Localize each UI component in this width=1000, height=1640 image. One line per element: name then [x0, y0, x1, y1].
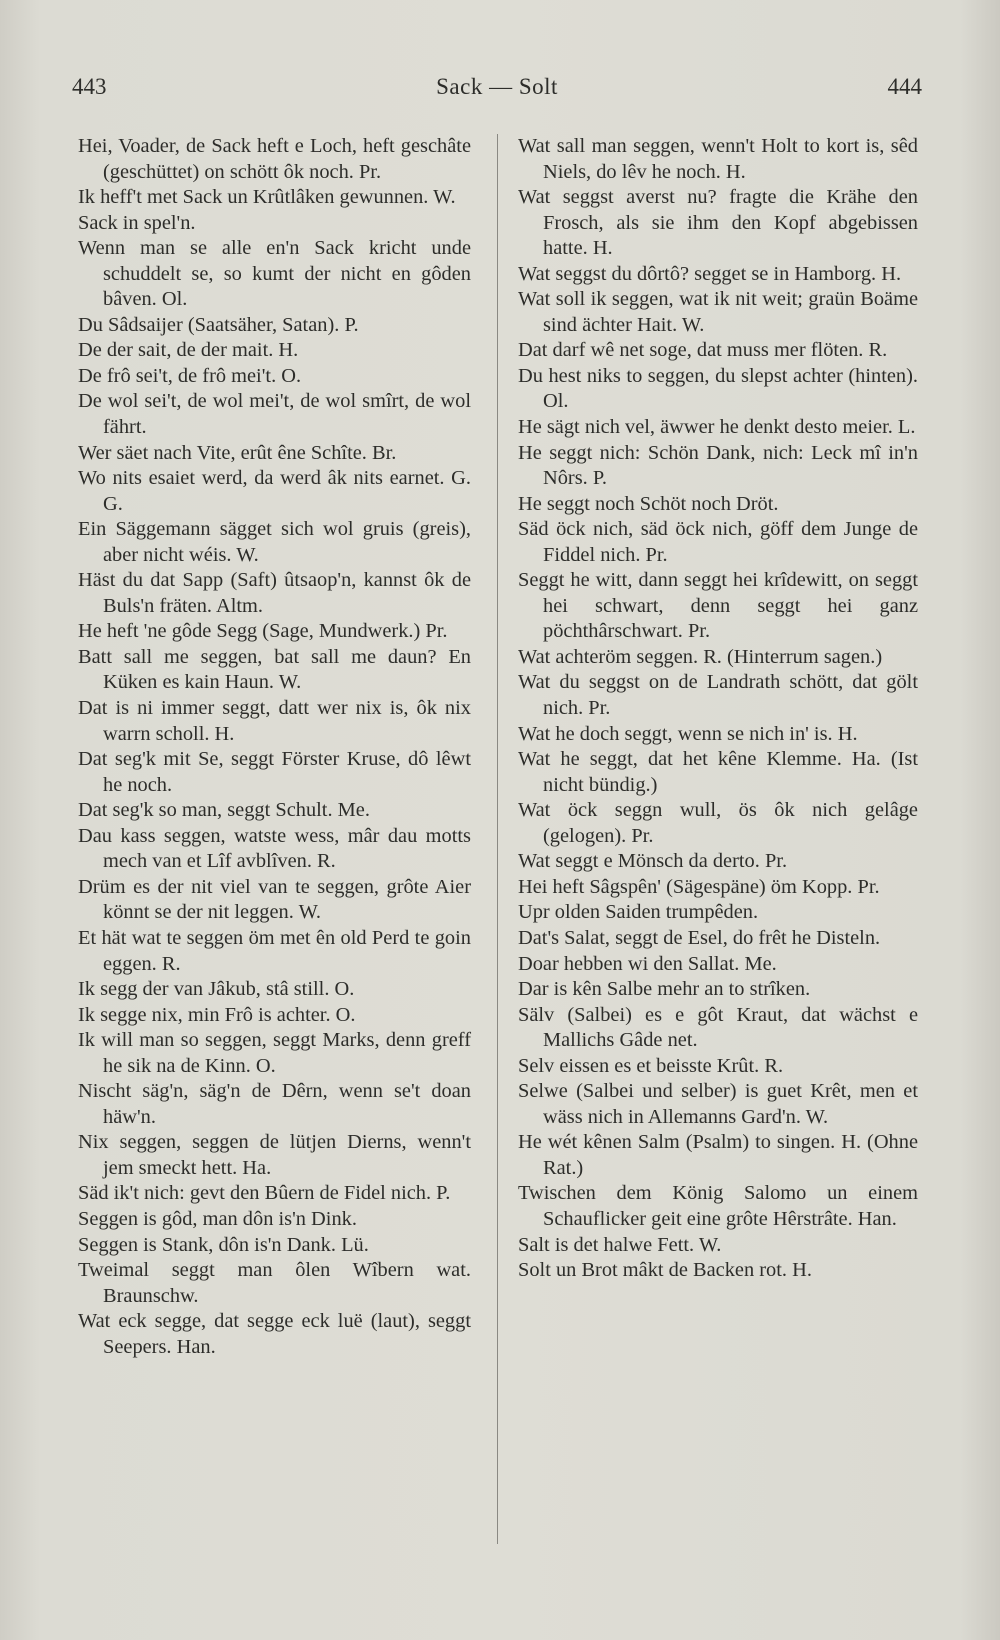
proverb-entry: Et hät wat te seggen öm met ên old Perd te goin eggen. R. [78, 926, 471, 975]
proverb-entry: Wat soll ik seggen, wat ik nit weit; graün Boäme sind ächter Hait. W. [518, 288, 918, 336]
proverb-entry: Dau kass seggen, watste wess, mâr dau motts mech van et Lîf avblîven. R. [78, 824, 471, 873]
proverb-entry: Twischen dem König Salomo un einem Schauflicker geit eine grôte Hêrstrâte. Han. [518, 1182, 918, 1230]
proverb-entry: Hei heft Sâgspên' (Sägespäne) öm Kopp. Pr. [518, 875, 880, 898]
proverb-entry: Ik heff't met Sack un Krûtlâken gewunnen. W. [78, 186, 456, 209]
proverb-entry: Säd ik't nich: gevt den Bûern de Fidel nich. P. [78, 1182, 451, 1205]
proverb-entry: Wat seggst du dôrtô? segget se in Hamborg. H. [518, 262, 902, 285]
proverb-entry: Wat eck segge, dat segge eck luë (laut), seggt Seepers. Han. [78, 1310, 471, 1358]
proverb-entry: Wat he doch seggt, wenn se nich in' is. H. [518, 722, 858, 745]
proverb-entry: De der sait, de der mait. H. [78, 339, 299, 362]
proverb-entry: Häst du dat Sapp (Saft) ûtsaop'n, kannst ôk de Buls'n fräten. Altm. [78, 569, 471, 617]
proverb-entry: Hei, Voader, de Sack heft e Loch, heft geschâte (geschüttet) on schött ôk noch. Pr. [78, 135, 471, 183]
proverb-entry: Salt is det halwe Fett. W. [518, 1233, 722, 1256]
proverb-entry: Säd öck nich, säd öck nich, göff dem Junge de Fiddel nich. Pr. [518, 518, 918, 566]
proverb-entry: Dat darf wê net soge, dat muss mer flöten. R. [518, 339, 888, 362]
proverb-entry: Ik segg der van Jâkub, stâ still. O. [78, 978, 355, 1001]
proverb-entry: Du hest niks to seggen, du slepst achter (hinten). Ol. [518, 364, 918, 413]
proverb-entry: Wat öck seggn wull, ös ôk nich gelâge (gelogen). Pr. [518, 799, 918, 847]
proverb-entry: Ik will man so seggen, seggt Marks, denn greff he sik na de Kinn. O. [78, 1029, 471, 1077]
proverb-entry: Dat seg'k mit Se, seggt Förster Kruse, dô lêwt he noch. [78, 748, 471, 796]
proverb-entry: He wét kênen Salm (Psalm) to singen. H. (Ohne Rat.) [518, 1131, 918, 1179]
proverb-entry: Seggen is gôd, man dôn is'n Dink. [78, 1207, 357, 1230]
proverb-entry: Doar hebben wi den Sallat. Me. [518, 952, 777, 975]
proverb-entry: De frô sei't, de frô mei't. O. [78, 364, 302, 387]
proverb-entry: Dat seg'k so man, seggt Schult. Me. [78, 799, 370, 822]
proverb-entry: Tweimal seggt man ôlen Wîbern wat. Braunschw. [78, 1259, 471, 1307]
proverb-entry: Wo nits esaiet werd, da werd âk nits earnet. G. G. [78, 467, 471, 515]
proverb-entry: Wat sall man seggen, wenn't Holt to kort is, sêd Niels, do lêv he noch. H. [518, 135, 918, 183]
left-page-number: 443 [72, 74, 107, 99]
column-divider [497, 134, 498, 1544]
proverb-entry: He heft 'ne gôde Segg (Sage, Mundwerk.) Pr. [78, 620, 448, 643]
proverb-entry: Wat seggst averst nu? fragte die Krähe den Frosch, als sie ihm den Kopf abgebissen hatte. H. [518, 186, 918, 260]
proverb-entry: Sälv (Salbei) es e gôt Kraut, dat wächst e Mallichs Gâde net. [518, 1003, 918, 1052]
proverb-entry: Solt un Brot mâkt de Backen rot. H. [518, 1259, 812, 1282]
proverb-entry: Upr olden Saiden trumpêden. [518, 901, 759, 924]
proverb-entry: Wat seggt e Mönsch da derto. Pr. [518, 850, 788, 873]
proverb-entry: Dar is kên Salbe mehr an to strîken. [518, 978, 811, 1001]
page-header [72, 74, 922, 110]
proverb-entry: Wat achteröm seggen. R. (Hinterrum sagen.) [518, 645, 883, 668]
proverb-entry: Sack in spel'n. [78, 211, 196, 234]
proverb-entry: Batt sall me seggen, bat sall me daun? En Küken es kain Haun. W. [78, 645, 471, 694]
proverb-entry: Wat du seggst on de Landrath schött, dat gölt nich. Pr. [518, 671, 918, 720]
proverb-entry: Dat's Salat, seggt de Esel, do frêt he Disteln. [518, 926, 881, 949]
proverb-entry: Seggt he witt, dann seggt hei krîdewitt, on seggt hei schwart, denn seggt hei ganz pöchthârschwart. Pr. [518, 569, 918, 643]
proverb-entry: He seggt noch Schöt noch Dröt. [518, 492, 779, 515]
proverb-entry: Drüm es der nit viel van te seggen, grôte Aier könnt se der nit leggen. W. [78, 875, 471, 924]
right-page-number: 444 [887, 74, 922, 99]
proverb-entry: Selwe (Salbei und selber) is guet Krêt, men et wäss nich in Allemanns Gard'n. W. [518, 1080, 918, 1128]
proverb-entry: Wenn man se alle en'n Sack kricht unde schuddelt se, so kumt der nicht en gôden bâven. Ol. [78, 237, 471, 311]
proverb-entry: Nischt säg'n, säg'n de Dêrn, wenn se't doan häw'n. [78, 1080, 471, 1128]
proverb-entry: Ein Säggemann sägget sich wol gruis (greis), aber nicht wéis. W. [78, 518, 471, 566]
proverb-entry: Du Sâdsaijer (Saatsäher, Satan). P. [78, 313, 359, 336]
running-title: Sack — Solt [436, 74, 558, 99]
proverb-entry: Wer säet nach Vite, erût êne Schîte. Br. [78, 441, 397, 464]
right-column [518, 134, 918, 1284]
proverb-entry: Ik segge nix, min Frô is achter. O. [78, 1003, 356, 1026]
proverb-entry: Seggen is Stank, dôn is'n Dank. Lü. [78, 1233, 369, 1256]
proverb-entry: Selv eissen es et beisste Krût. R. [518, 1054, 784, 1077]
left-column [78, 134, 471, 1360]
proverb-entry: He seggt nich: Schön Dank, nich: Leck mî in'n Nôrs. P. [518, 441, 918, 490]
proverb-entry: Nix seggen, seggen de lütjen Dierns, wenn't jem smeckt hett. Ha. [78, 1131, 471, 1179]
proverb-entry: Dat is ni immer seggt, datt wer nix is, ôk nix warrn scholl. H. [78, 697, 471, 745]
proverb-entry: Wat he seggt, dat het kêne Klemme. Ha. (Ist nicht bündig.) [518, 748, 918, 796]
proverb-entry: De wol sei't, de wol mei't, de wol smîrt, de wol fährt. [78, 390, 471, 439]
proverb-entry: He sägt nich vel, äwwer he denkt desto meier. L. [518, 416, 916, 439]
